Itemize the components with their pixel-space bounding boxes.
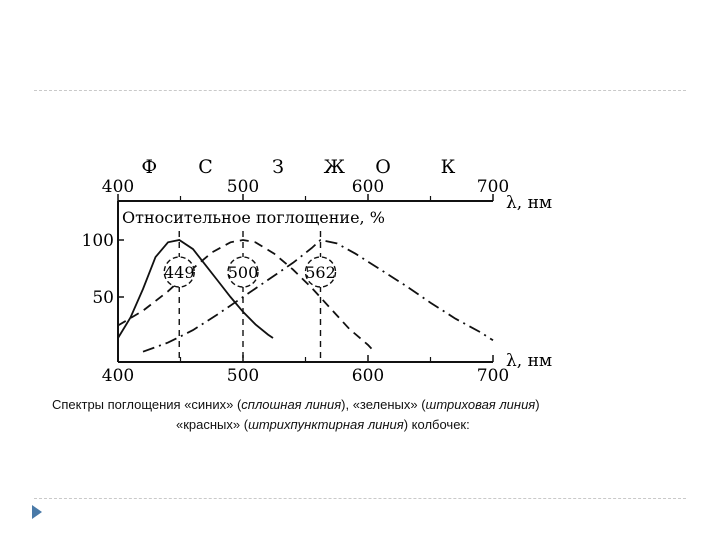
y-tick-label: 50: [92, 288, 114, 308]
caption-text: Спектры поглощения «синих» (: [52, 397, 242, 412]
top-axis-unit: λ, нм: [506, 193, 553, 213]
top-axis-tick-label: 500: [226, 177, 260, 197]
x-axis-title: λ, нм: [506, 351, 553, 371]
x-tick-label: 500: [226, 366, 260, 386]
y-axis-title: Относительное поглощение, %: [122, 208, 385, 227]
figure-caption-line-2: [176, 416, 720, 434]
x-tick-label: 600: [351, 366, 385, 386]
color-letter-label: Ф: [141, 156, 158, 178]
color-letter-label: О: [375, 156, 391, 178]
peak-label: 500: [227, 263, 259, 282]
color-letter-label: З: [272, 156, 284, 178]
caption-dashdot-line-label: штрихпунктирная линия: [248, 417, 404, 432]
color-letter-label: С: [198, 156, 213, 178]
caption-text: «красных» (: [176, 417, 249, 432]
top-axis-tick-label: 400: [101, 177, 135, 197]
caption-solid-line-label: сплошная линия: [241, 397, 342, 412]
top-axis-tick-label: 600: [351, 177, 385, 197]
top-axis-tick-label: 700: [476, 177, 510, 197]
x-tick-label: 400: [101, 366, 135, 386]
figure-caption-line-1: [52, 396, 692, 414]
caption-text: ), «зеленых» (: [341, 397, 426, 412]
caption-text: ): [535, 397, 540, 412]
peak-label: 562: [305, 263, 336, 282]
caption-dashed-line-label: штриховая линия: [425, 397, 536, 412]
x-tick-label: 700: [476, 366, 510, 386]
color-letter-label: Ж: [323, 156, 345, 178]
color-letter-label: К: [440, 156, 456, 178]
peak-label: 449: [163, 263, 195, 282]
blue-cone-curve: [118, 240, 273, 338]
caption-text: ) колбочек:: [403, 417, 470, 432]
slide-bullet-arrow-icon: [32, 505, 42, 519]
y-tick-label: 100: [81, 231, 114, 251]
